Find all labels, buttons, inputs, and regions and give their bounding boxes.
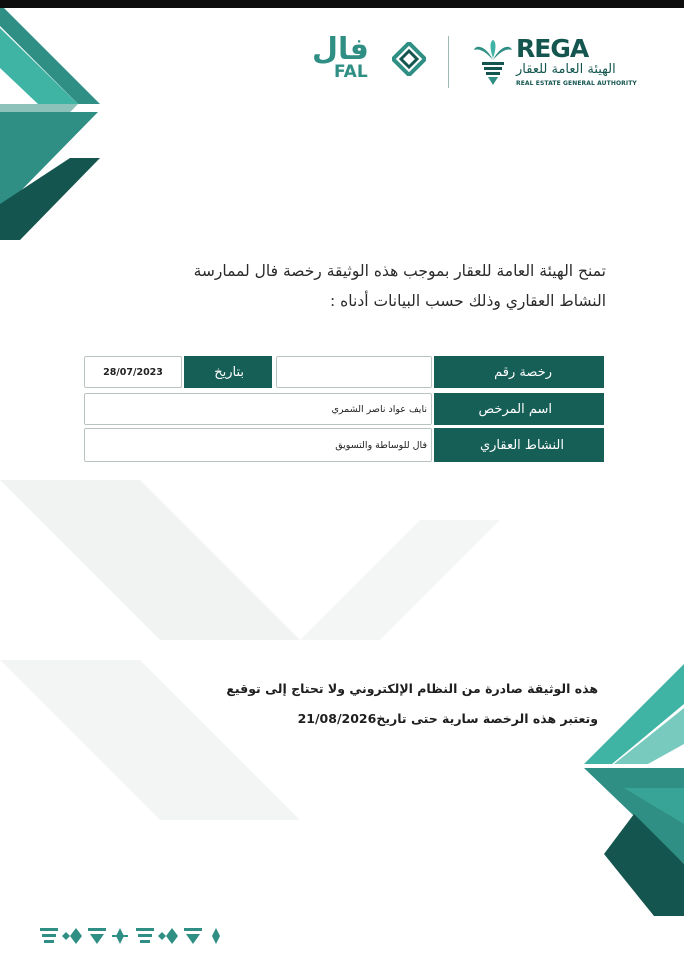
intro-line-1: تمنح الهيئة العامة للعقار بموجب هذه الوثيقة رخصة فال لممارسة [193,262,606,280]
footer-line-2: وتعتبر هذه الرخصة سارية حتى تاريخ21/08/2026 [297,711,598,726]
rega-logo [472,34,658,92]
license-number-label: رخصة رقم [434,356,604,388]
fal-diamond-icon [392,42,426,76]
fal-logo-english: FAL [334,62,368,82]
decorative-chevrons-top-left [0,8,110,260]
footer-line-1: هذه الوثيقة صادرة من النظام الإلكتروني ولا تحتاج إلى توقيع [226,681,598,696]
logo-divider [448,36,449,88]
fal-logo [312,32,424,88]
rega-logo-english: REGA [516,34,589,63]
top-black-bar [0,0,684,8]
footer-note [120,674,598,734]
licensee-name-value: نايف عواد ناصر الشمري [84,393,432,425]
licensee-name-label: اسم المرخص [434,393,604,425]
fal-logo-arabic: فال [312,32,369,67]
activity-value: فال للوساطة والتسويق [84,428,432,462]
intro-paragraph [70,256,606,316]
rega-logo-subtitle: REAL ESTATE GENERAL AUTHORITY [516,80,637,87]
intro-line-2: النشاط العقاري وذلك حسب البيانات أدناه : [330,292,606,310]
license-number-value [276,356,432,388]
bottom-decorative-strip [40,926,224,946]
rega-logo-arabic: الهيئة العامة للعقار [516,62,616,77]
palm-emblem-icon [472,38,514,86]
watermark-chevrons [0,460,520,880]
decorative-chevrons-bottom-right [584,664,684,916]
date-value: 28/07/2023 [84,356,182,388]
date-label: بتاريخ [184,356,272,388]
activity-label: النشاط العقاري [434,428,604,462]
